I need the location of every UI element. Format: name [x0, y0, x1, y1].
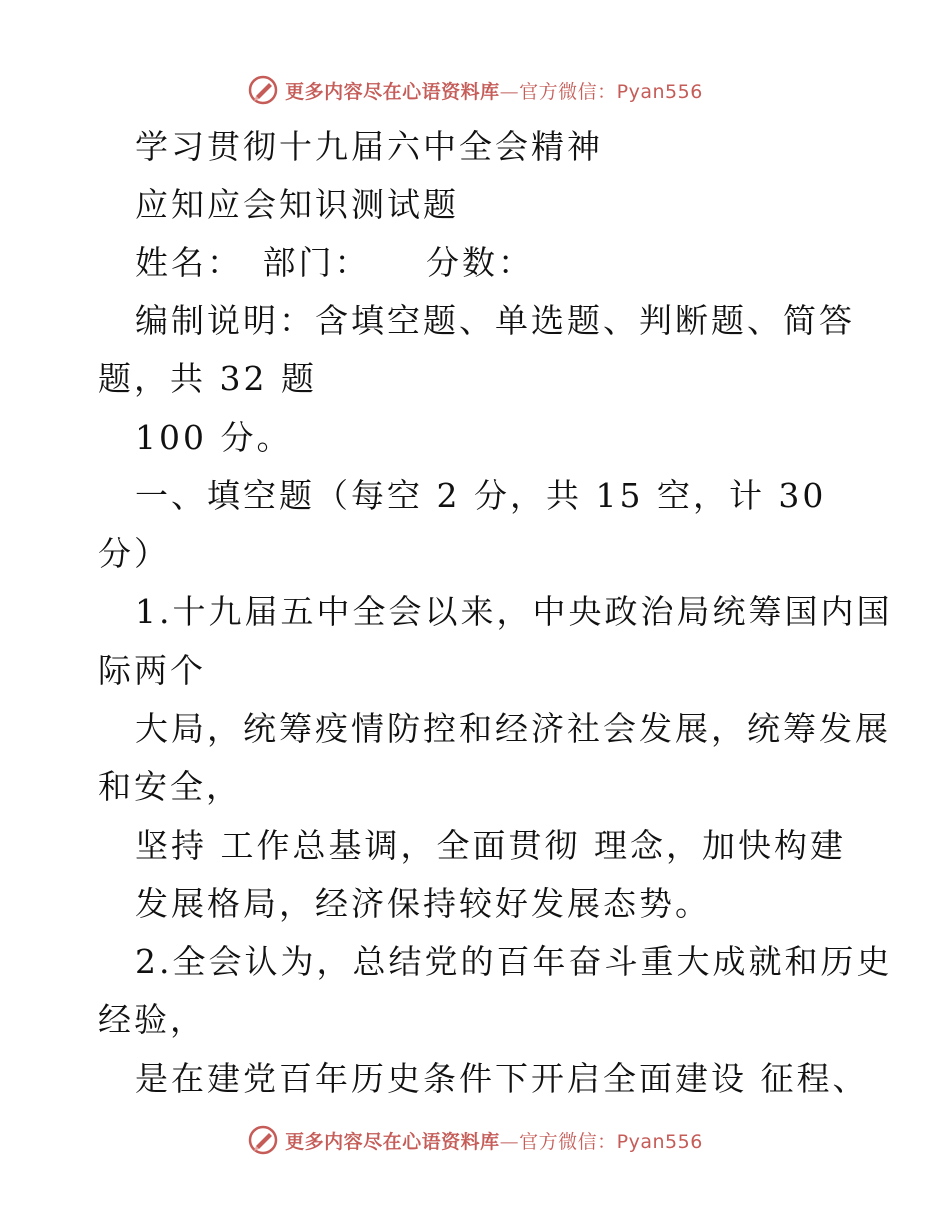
watermark-suffix: 官方微信：Pyan556 — [519, 80, 703, 103]
logo-pen-icon — [247, 1124, 279, 1156]
doc-name-fields: 姓名： 部门： 分数： — [135, 243, 534, 282]
doc-paragraph-line: 题，共 32 题 — [98, 359, 317, 398]
doc-question-line: 大局，统筹疫情防控和经济社会发展，统筹发展 — [135, 709, 891, 748]
watermark-main: 更多内容尽在心语资料库 — [285, 80, 500, 103]
doc-title-line-1: 学习贯彻十九届六中全会精神 — [135, 127, 603, 166]
watermark-top — [0, 70, 950, 110]
doc-question-line: 1.十九届五中全会以来，中央政治局统筹国内国 — [135, 592, 893, 631]
doc-question-line: 经验， — [98, 1000, 206, 1039]
doc-section-heading: 一、填空题（每空 2 分，共 15 空，计 30 — [135, 476, 827, 515]
doc-question-line: 和安全， — [98, 767, 242, 806]
doc-title-line-2: 应知应会知识测试题 — [135, 185, 459, 224]
watermark-suffix: 官方微信：Pyan556 — [519, 1130, 703, 1153]
watermark-text — [285, 77, 703, 104]
watermark-dash: — — [499, 1130, 520, 1153]
doc-question-line: 是在建党百年历史条件下开启全面建设 征程、 — [135, 1059, 869, 1098]
doc-question-line: 发展格局，经济保持较好发展态势。 — [135, 884, 711, 923]
watermark-dash: — — [499, 80, 520, 103]
doc-question-line: 际两个 — [98, 651, 206, 690]
doc-question-line: 坚持 工作总基调，全面贯彻 理念，加快构建 — [135, 826, 846, 865]
doc-question-line: 2.全会认为，总结党的百年奋斗重大成就和历史 — [135, 942, 893, 981]
doc-paragraph-line: 编制说明：含填空题、单选题、判断题、简答 — [135, 301, 855, 340]
logo-pen-icon — [247, 74, 279, 106]
doc-section-heading-cont: 分） — [98, 534, 170, 573]
watermark-text — [285, 1127, 703, 1154]
watermark-main: 更多内容尽在心语资料库 — [285, 1130, 500, 1153]
watermark-bottom — [0, 1120, 950, 1160]
doc-paragraph-line: 100 分。 — [135, 418, 293, 457]
